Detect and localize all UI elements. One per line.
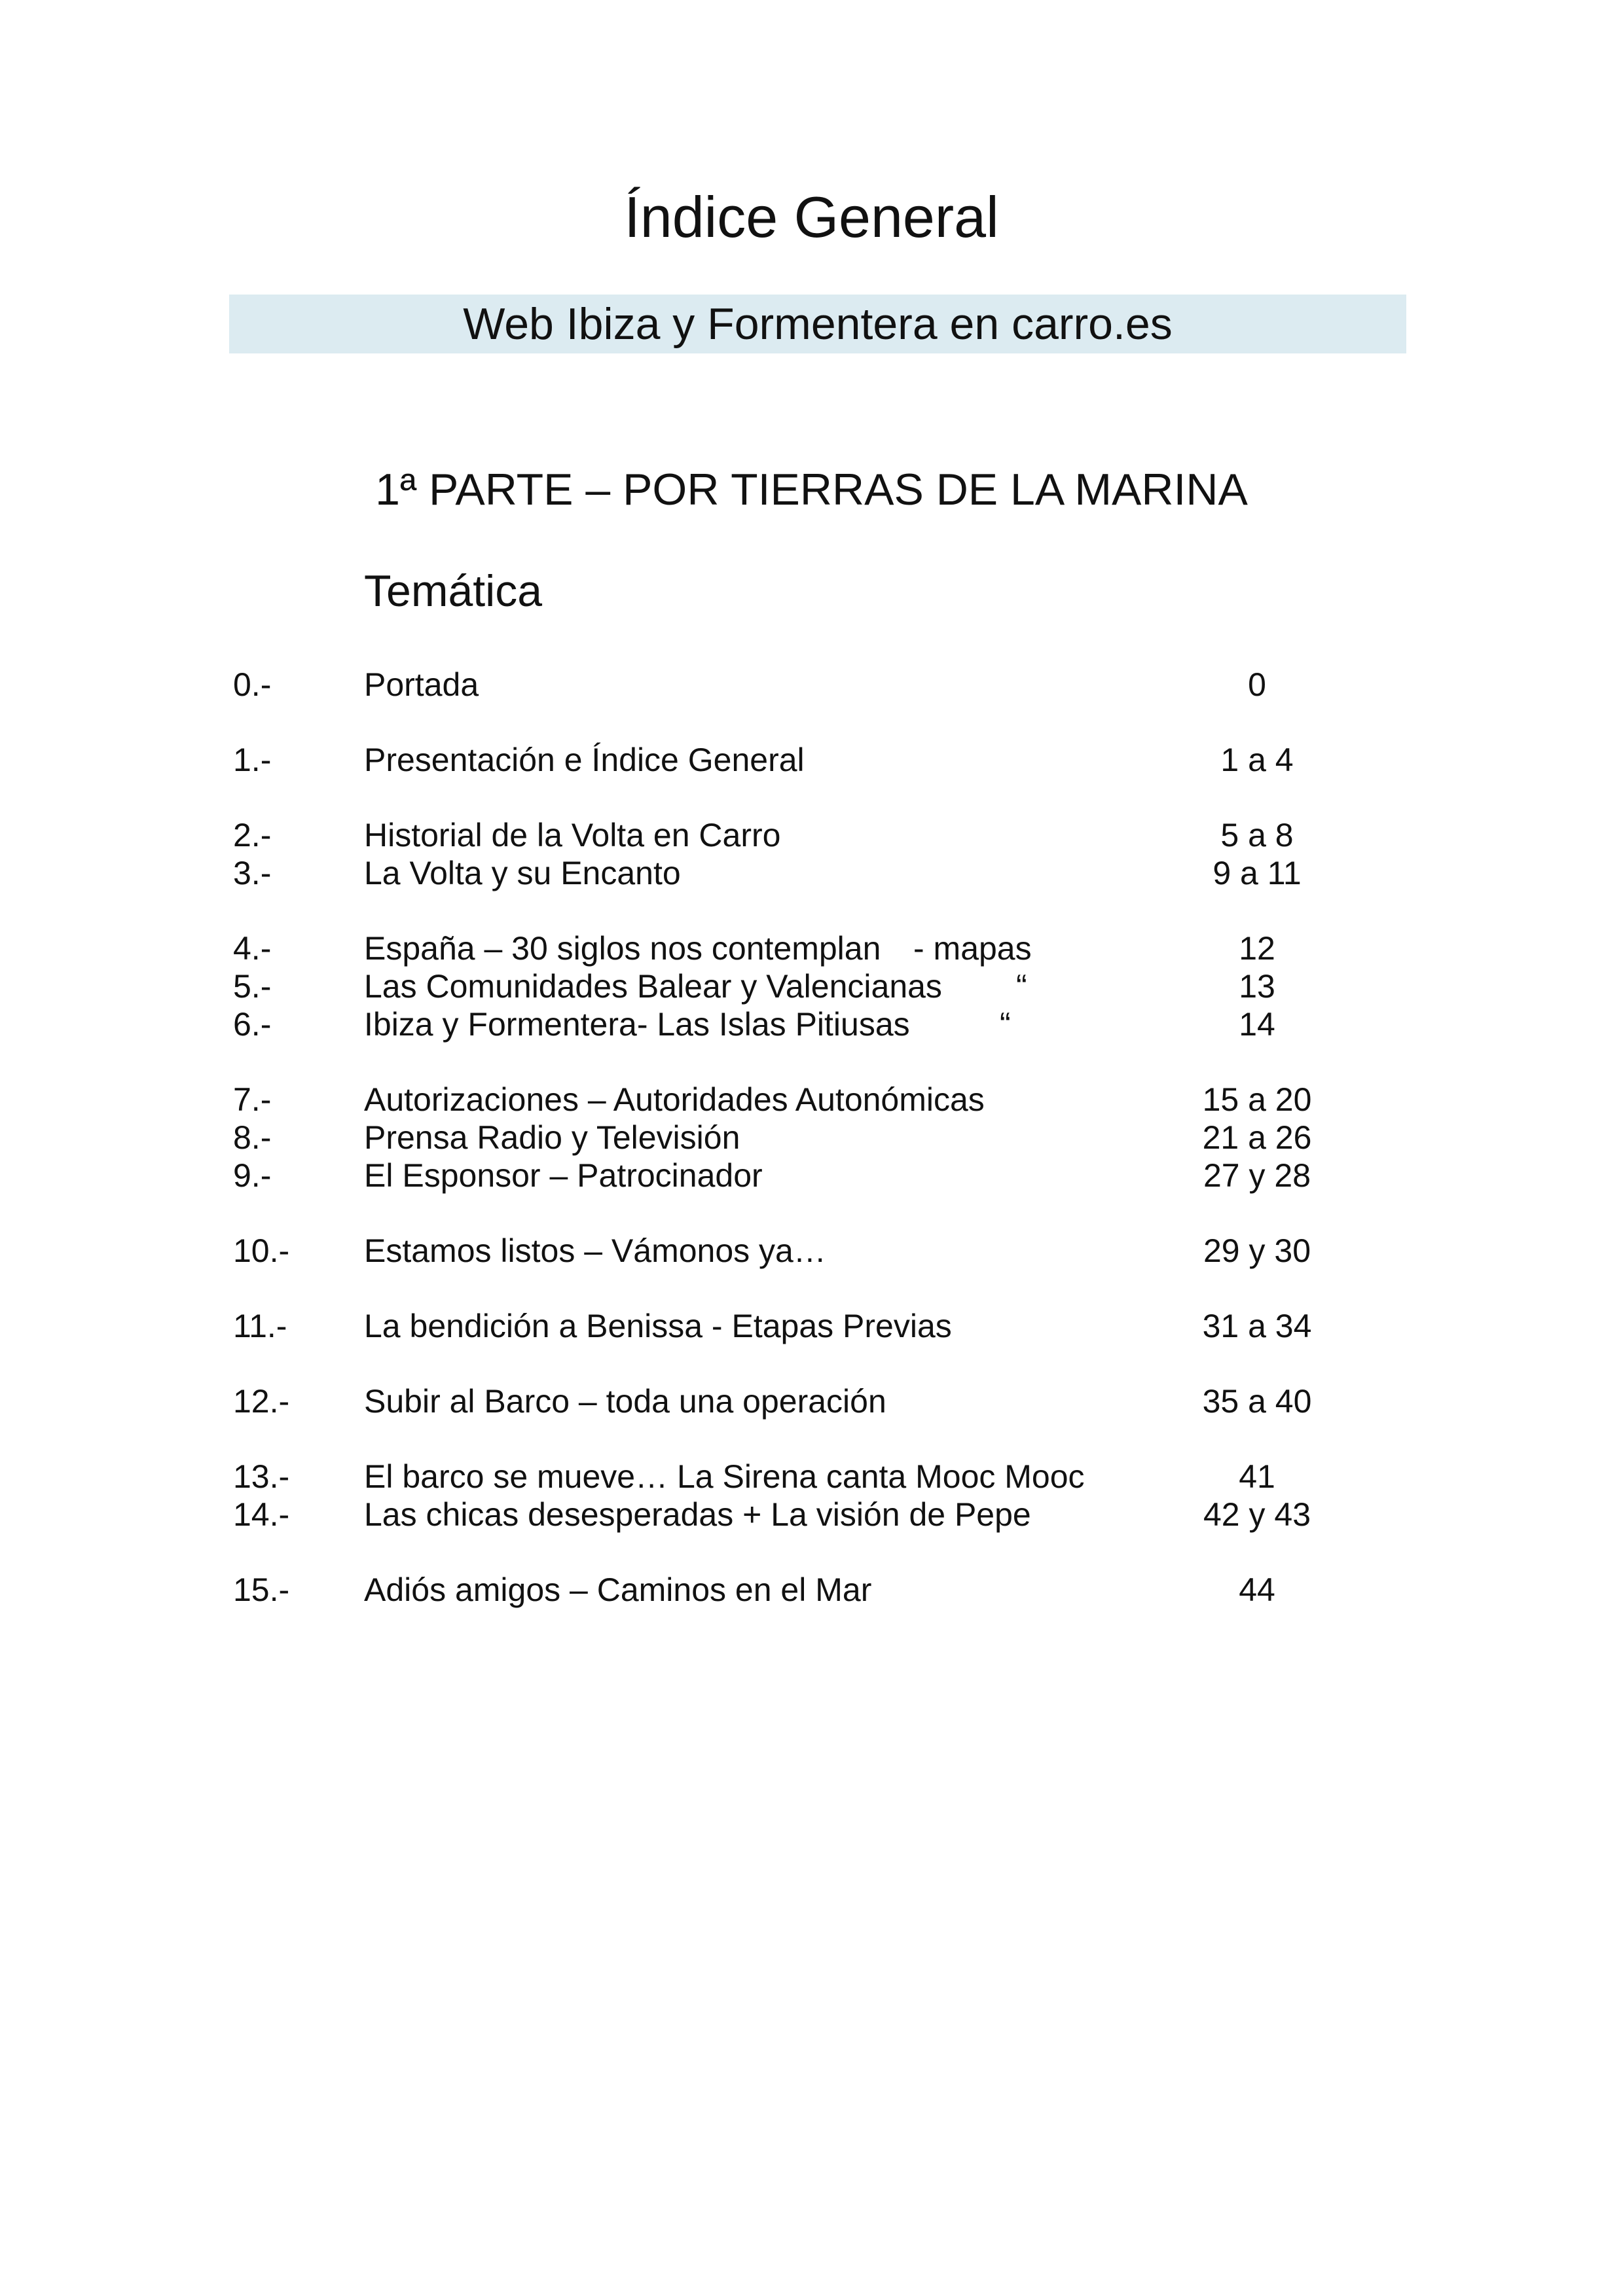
toc-title: Las Comunidades Balear y Valencianas [364,968,942,1005]
toc-title: El Esponsor – Patrocinador [364,1157,763,1194]
page-subtitle: Web Ibiza y Formentera en carro.es [463,299,1173,349]
toc-row [0,1382,1623,1421]
toc-ditto-mark: “ [1016,968,1027,1005]
toc-row [0,740,1623,780]
toc-row [0,1495,1623,1534]
toc-title: Ibiza y Formentera- Las Islas Pitiusas [364,1006,910,1043]
subtitle-band [229,295,1406,353]
toc-number: 15.- [233,1571,290,1608]
toc-number: 6.- [233,1006,272,1043]
toc-page: 29 y 30 [1203,1232,1311,1269]
toc-row [0,929,1623,968]
toc-page: 1 a 4 [1220,742,1294,778]
toc-title: El barco se mueve… La Sirena canta Mooc Mooc [364,1458,1085,1495]
toc-page: 9 a 11 [1213,855,1302,891]
toc-title: España – 30 siglos nos contemplan [364,930,881,967]
toc-page: 15 a 20 [1202,1081,1312,1118]
toc-number: 14.- [233,1496,290,1533]
toc-row [0,1080,1623,1119]
toc-number: 8.- [233,1119,272,1156]
toc-row [0,1231,1623,1270]
toc-number: 13.- [233,1458,290,1495]
toc-row [0,1570,1623,1609]
toc-number: 10.- [233,1232,290,1269]
toc-row [0,967,1623,1006]
toc-title: La bendición a Benissa - Etapas Previas [364,1308,952,1344]
toc-title: Prensa Radio y Televisión [364,1119,740,1156]
toc-title: La Volta y su Encanto [364,855,681,891]
toc-row [0,816,1623,855]
toc-page: 31 a 34 [1202,1308,1312,1344]
toc-page: 12 [1239,930,1275,967]
toc-number: 12.- [233,1383,290,1420]
toc-title: Autorizaciones – Autoridades Autonómicas [364,1081,985,1118]
toc-page: 41 [1239,1458,1275,1495]
toc-title: Subir al Barco – toda una operación [364,1383,886,1420]
toc-title: Historial de la Volta en Carro [364,817,781,853]
toc-page: 44 [1239,1571,1275,1608]
toc-title: Las chicas desesperadas + La visión de Pepe [364,1496,1031,1533]
page-title: Índice General [624,185,999,249]
toc-page: 27 y 28 [1203,1157,1311,1194]
toc-title: Estamos listos – Vámonos ya… [364,1232,826,1269]
toc-page: 14 [1239,1006,1275,1043]
part-heading: 1ª PARTE – POR TIERRAS DE LA MARINA [375,465,1248,514]
toc-number: 4.- [233,930,272,967]
toc-title: Presentación e Índice General [364,742,805,778]
toc-title: Portada [364,666,479,703]
toc-number: 9.- [233,1157,272,1194]
toc-row [0,1156,1623,1195]
toc-number: 5.- [233,968,272,1005]
toc-number: 7.- [233,1081,272,1118]
toc-row [0,1306,1623,1346]
toc-number: 2.- [233,817,272,853]
toc-title: Adiós amigos – Caminos en el Mar [364,1571,872,1608]
toc-page: 13 [1239,968,1275,1005]
toc-ditto-mark: “ [1000,1006,1011,1043]
toc-number: 0.- [233,666,272,703]
toc-note: - mapas [913,930,1032,967]
toc-row [0,1457,1623,1496]
toc-row [0,1005,1623,1044]
toc-number: 1.- [233,742,272,778]
toc-page: 21 a 26 [1202,1119,1312,1156]
toc-number: 3.- [233,855,272,891]
toc-row [0,853,1623,893]
toc-page: 0 [1248,666,1266,703]
toc-page: 42 y 43 [1203,1496,1311,1533]
toc-number: 11.- [233,1308,287,1344]
toc-row [0,665,1623,704]
toc-page: 5 a 8 [1220,817,1294,853]
toc-page: 35 a 40 [1202,1383,1312,1420]
section-label: Temática [364,566,543,616]
toc-row [0,1118,1623,1157]
